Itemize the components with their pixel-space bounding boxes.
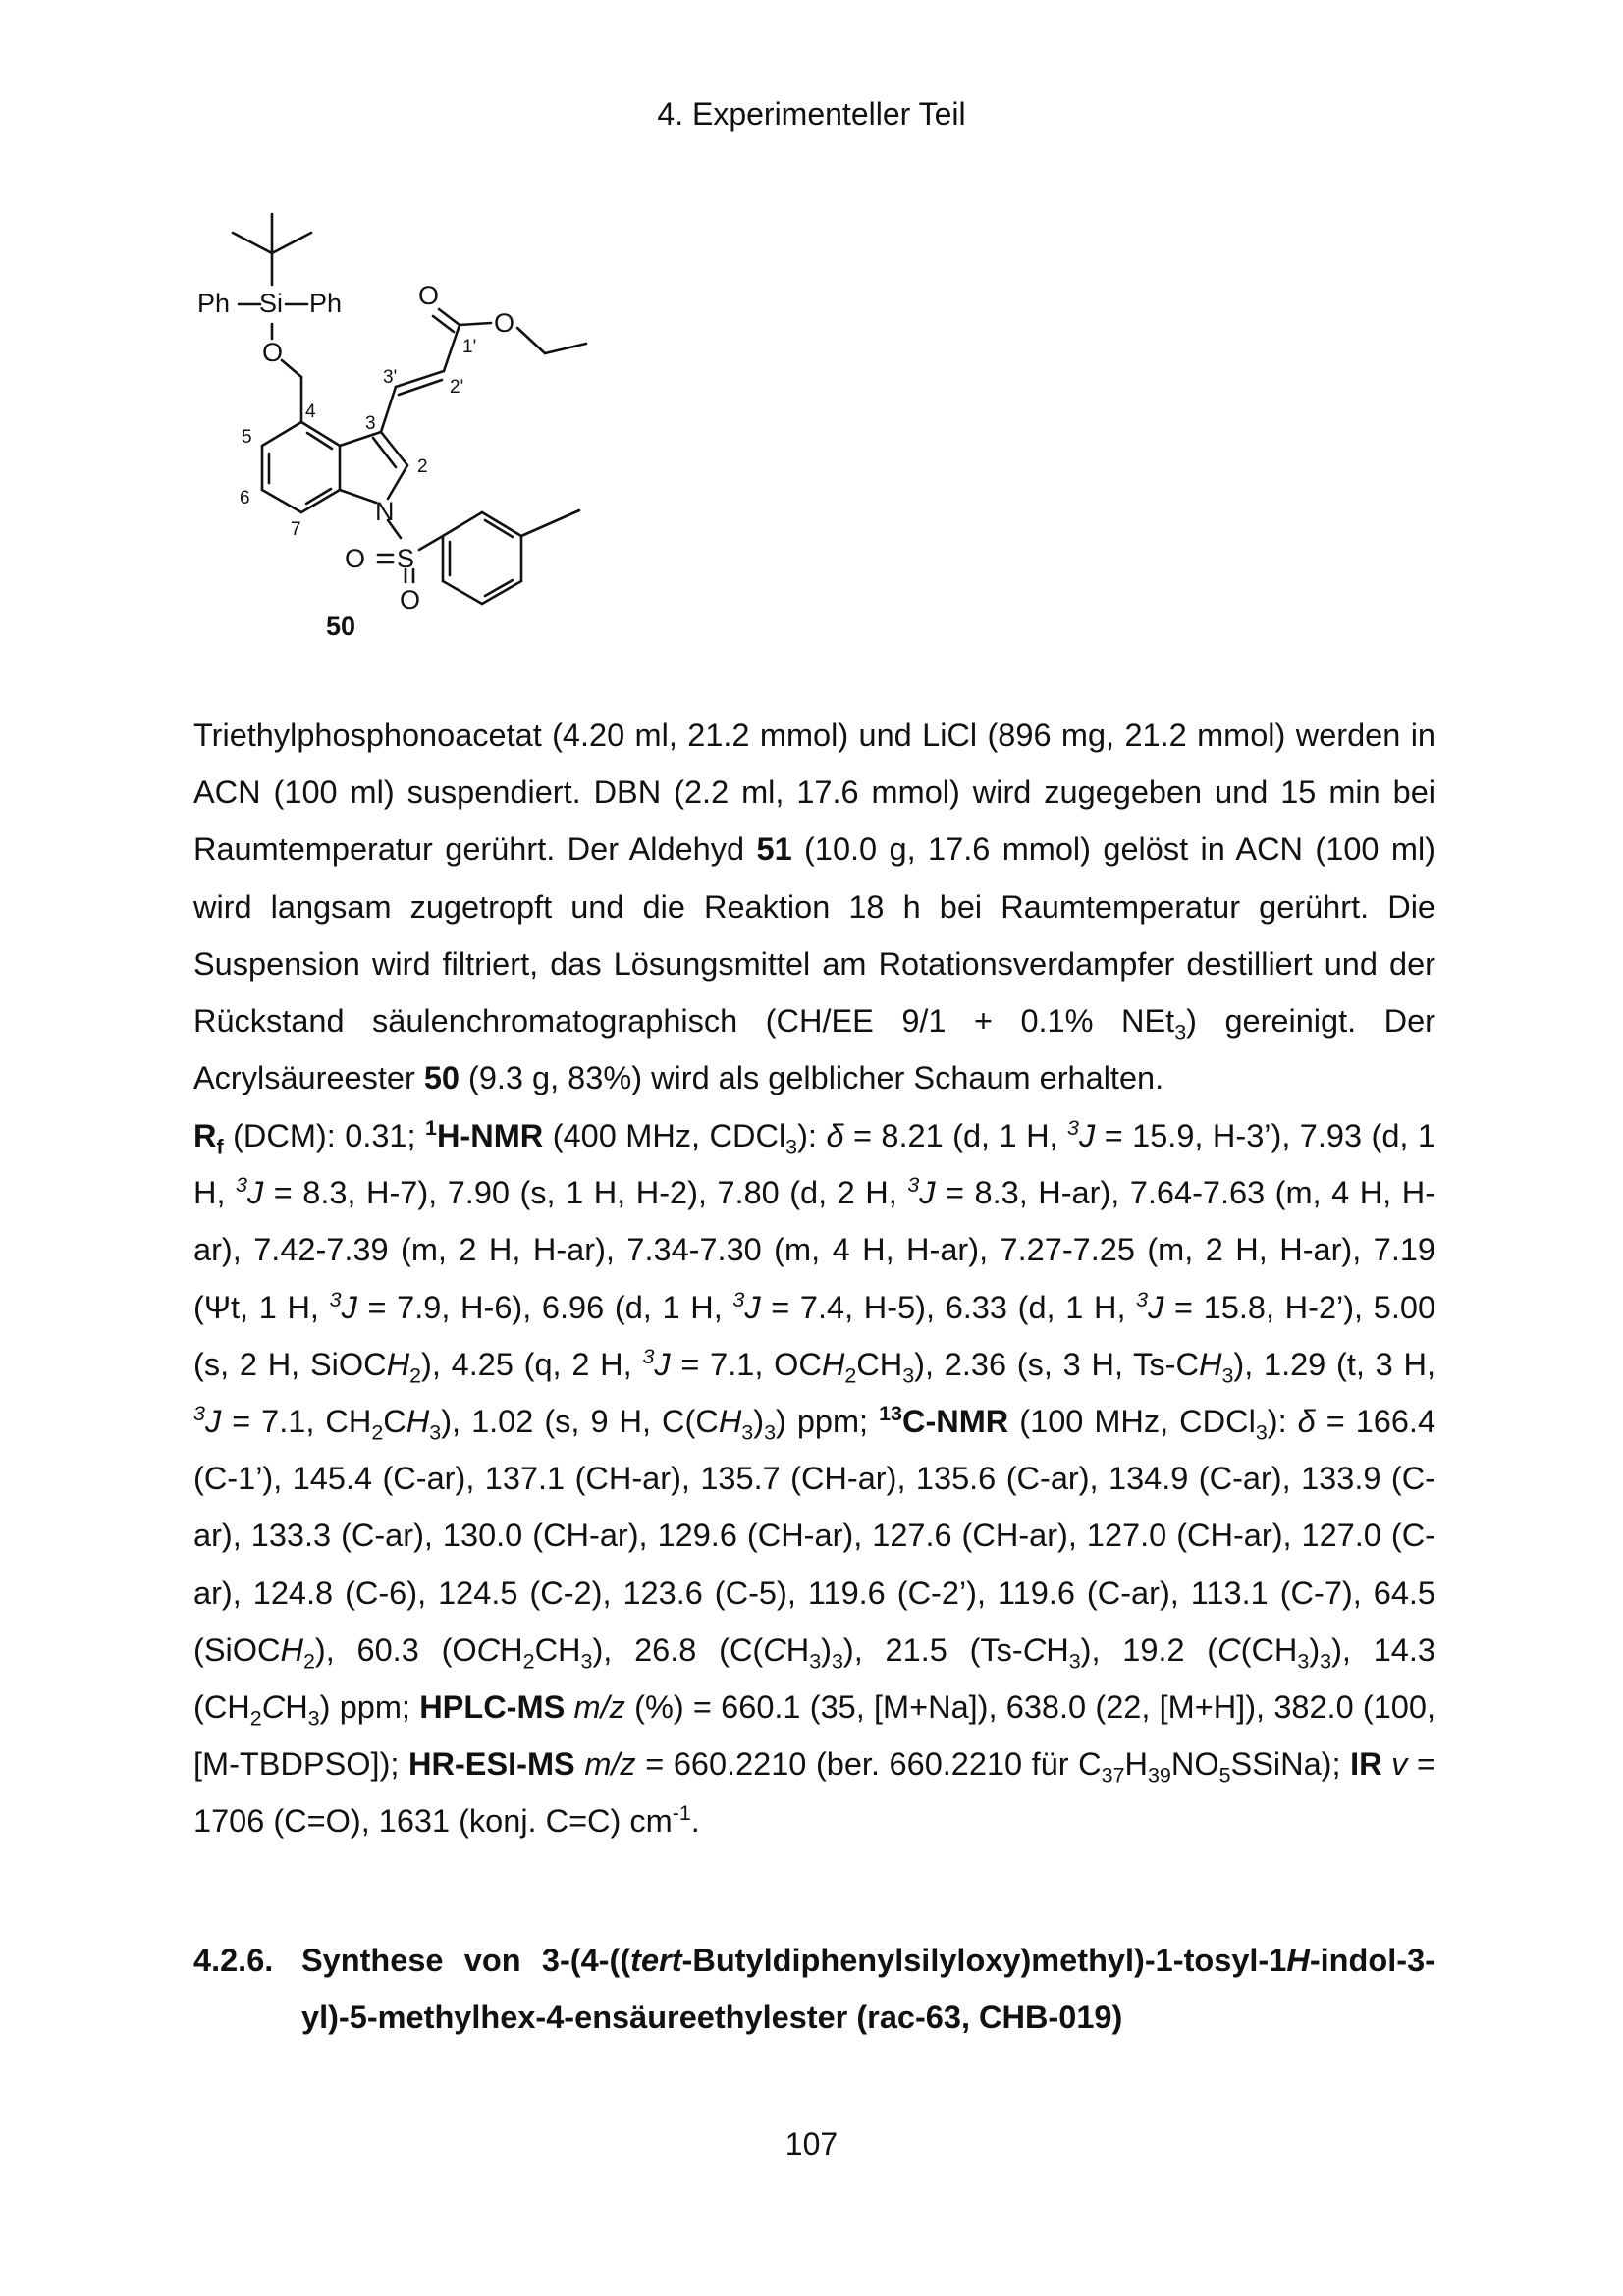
synthesis-procedure: Triethylphosphonoacetat (4.20 ml, 21.2 mmol) und LiCl (896 mg, 21.2 mmol) werden in ACN (100 ml) suspendiert. DBN (2.2 ml, 17.6 mmol) wird zugegeben und 15 min bei Raumtemperatur gerührt. Der Aldehyd 51 (10.0 g, 17.6 mmol) gelöst in ACN (100 ml) wird langsam zugetropft und die Reaktion 18 h bei Raumtemperatur gerührt. Die Suspension wird filtriert, das Lösungsmittel am Rotationsverdampfer destilliert und der Rückstand säulenchromatographisch (CH/EE 9/1 + 0.1% NEt$_3$) gereinigt. Der Acrylsäureester 50 (9.3 g, 83%) wird als gelblicher Schaum erhalten. xyxy=(193,718,1436,1096)
chemical-structure-50 xyxy=(182,211,614,663)
locant-3prime: 3' xyxy=(383,367,398,388)
locant-2: 2 xyxy=(417,456,428,477)
atom-o-ester: O xyxy=(494,308,515,338)
section-title: Synthese von 3-(4-((tert-Butyldiphenylsilyloxy)methyl)-1-tosyl-1H-indol-3-yl)-5-methylhex-4-ensäureethylester (rac-63, CHB-019) xyxy=(301,1943,1435,2035)
atom-ph-right: Ph xyxy=(309,289,343,318)
locant-7: 7 xyxy=(291,519,301,540)
section-number: 4.2.6. xyxy=(193,1943,274,1978)
characterization-data: $R_f$ (DCM): 0.31; $^1$H-NMR (400 MHz, CDCl$_3$): δ = 8.21 (d, 1 H, $^3$J = 15.9, H-3’), 7.93 (d, 1 H, $^3$J = 8.3, H-7), 7.90 (s, 1 H, H-2), 7.80 (d, 2 H, $^3$J = 8.3, H-ar), 7.64-7.63 (m, 4 H, H-ar), 7.42-7.39 (m, 2 H, H-ar), 7.34-7.30 (m, 4 H, H-ar), 7.27-7.25 (m, 2 H, H-ar), 7.19 (Ψt, 1 H, $^3$J = 7.9, H-6), 6.96 (d, 1 H, $^3$J = 7.4, H-5), 6.33 (d, 1 H, $^3$J = 15.8, H-2’), 5.00 (s, 2 H, SiOCH$_2$), 4.25 (q, 2 H, $^3$J = 7.1, $OCH_2CH_3$), 2.36 (s, 3 H, $Ts-CH_3$), 1.29 (t, 3 H, $^3$J = 7.1, $CH_2CH_3$), 1.02 (s, 9 H, $C(CH_3)_3$) ppm; $^{13}$C-NMR (100 MHz, CDCl$_3$): δ = 166.4 (C-1’), 145.4 (C-ar), 137.1 (CH-ar), 135.7 (CH-ar), 135.6 (C-ar), 134.9 (C-ar), 133.9 (C-ar), 133.3 (C-ar), 130.0 (CH-ar), 129.6 (CH-ar), 127.6 (CH-ar), 127.0 (CH-ar), 127.0 (C-ar), 124.8 (C-6), 124.5 (C-2), 123.6 (C-5), 119.6 (C-2’), 119.6 (C-ar), 113.1 (C-7), 64.5 (SiOCH$_2$), 60.3 $(OCH_2CH_3)$, 26.8 $(C(CH_3)_3)$, 21.5 $(Ts-CH_3)$, 19.2 $(C(CH_3)_3)$, 14.3 $(CH_2CH_3)$ ppm; HPLC-MS m/z (%) = 660.1 (35, [M+Na]), 638.0 (22, [M+H]), 382.0 (100, [M-TBDPSO]); HR-ESI-MS m/z = 660.2210 (ber. 660.2210 für $C_{37}H_{39}NO_5SSiNa$); IR v = 1706 (C=O), 1631 (konj. C=C) $cm^{-1}$. xyxy=(193,1116,1436,1840)
section-heading xyxy=(193,1932,1435,2046)
locant-4: 4 xyxy=(305,401,316,422)
locant-5: 5 xyxy=(242,427,252,448)
compound-number: 50 xyxy=(326,612,356,641)
atom-o-carbonyl: O xyxy=(418,281,440,310)
locant-3: 3 xyxy=(365,413,376,434)
atom-si: Si xyxy=(259,289,284,318)
locant-1prime: 1' xyxy=(462,337,477,357)
atom-ph-left: Ph xyxy=(197,289,231,318)
locant-2prime: 2' xyxy=(450,377,464,398)
atom-o-ether: O xyxy=(262,338,284,367)
atom-o-sulfonyl1: O xyxy=(345,544,366,573)
atom-n: N xyxy=(375,497,395,526)
locant-6: 6 xyxy=(240,488,250,508)
page-number: 107 xyxy=(784,2126,839,2162)
running-header: 4. Experimenteller Teil xyxy=(657,96,966,132)
atom-s: S xyxy=(397,544,415,573)
atom-o-sulfonyl2: O xyxy=(400,585,421,614)
